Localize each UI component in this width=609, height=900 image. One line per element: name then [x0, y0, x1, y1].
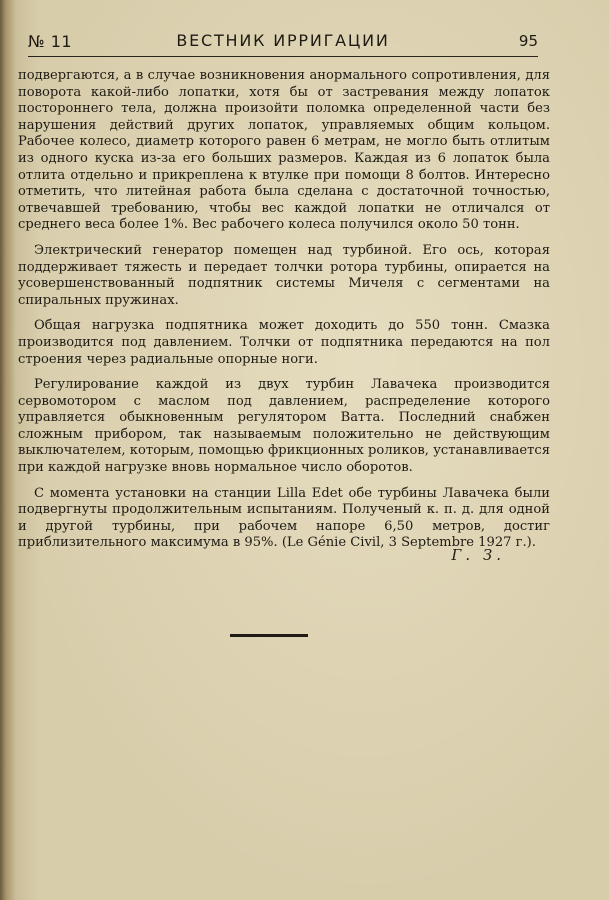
paragraph-4: Регулирование каждой из двух турбин Лавачека производится сервомотором с маслом под давлением, распределение которого управляется обыкновенным регулятором Ватта. Последний снабжен сложным прибором, так называемым положительно не действующим выключателем, которым, помощью фрикционных роликов, устанавливается при каждой нагрузке вновь нормальное число оборотов. — [18, 377, 550, 476]
end-rule — [230, 634, 308, 637]
article-body — [18, 68, 550, 561]
paragraph-2: Электрический генератор помещен над турбиной. Его ось, которая поддерживает тяжесть и передает толчки ротора турбины, опирается на усовершенствованный подпятник системы Мичеля с сегментами на спиральных пружинах. — [18, 242, 550, 308]
paragraph-5: С момента установки на станции Lilla Edet обе турбины Лавачека были подвергнуты продолжительным испытаниям. Полученый к. п. д. для одной и другой турбины, при рабочем напоре 6,50 метров, достиг приблизительного максимума в 95%. (Le Génie Civil, 3 Septembre 1927 г.). — [18, 485, 550, 551]
issue-number: № 11 — [28, 32, 73, 51]
running-header — [28, 28, 538, 57]
paragraph-1: подвергаются, а в случае возникновения анормального сопротивления, для поворота какой-либо лопатки, хотя бы от застревания между лопаток постороннего тела, должна произойти поломка определенной части без нарушения действий других лопаток, управляемых общим кольцом. Рабочее колесо, диаметр которого равен 6 метрам, не могло быть отлитым из одного куска из-за его больших размеров. Каждая из 6 лопаток была отлита отдельно и прикреплена к втулке при помощи 8 болтов. Интересно отметить, что литейная работа была сделана с достаточной точностью, отвечавшей требованию, чтобы вес каждой лопатки не отличался от среднего веса более 1%. Вес рабочего колеса получился около 50 тонн. — [18, 68, 550, 233]
author-initials: Г. З. — [451, 546, 505, 564]
journal-title: ВЕСТНИК ИРРИГАЦИИ — [176, 31, 390, 50]
paragraph-3: Общая нагрузка подпятника может доходить до 550 тонн. Смазка производится под давлением. Толчки от подпятника передаются на пол строения через радиальные опорные ноги. — [18, 318, 550, 367]
page-number: 95 — [518, 32, 538, 50]
